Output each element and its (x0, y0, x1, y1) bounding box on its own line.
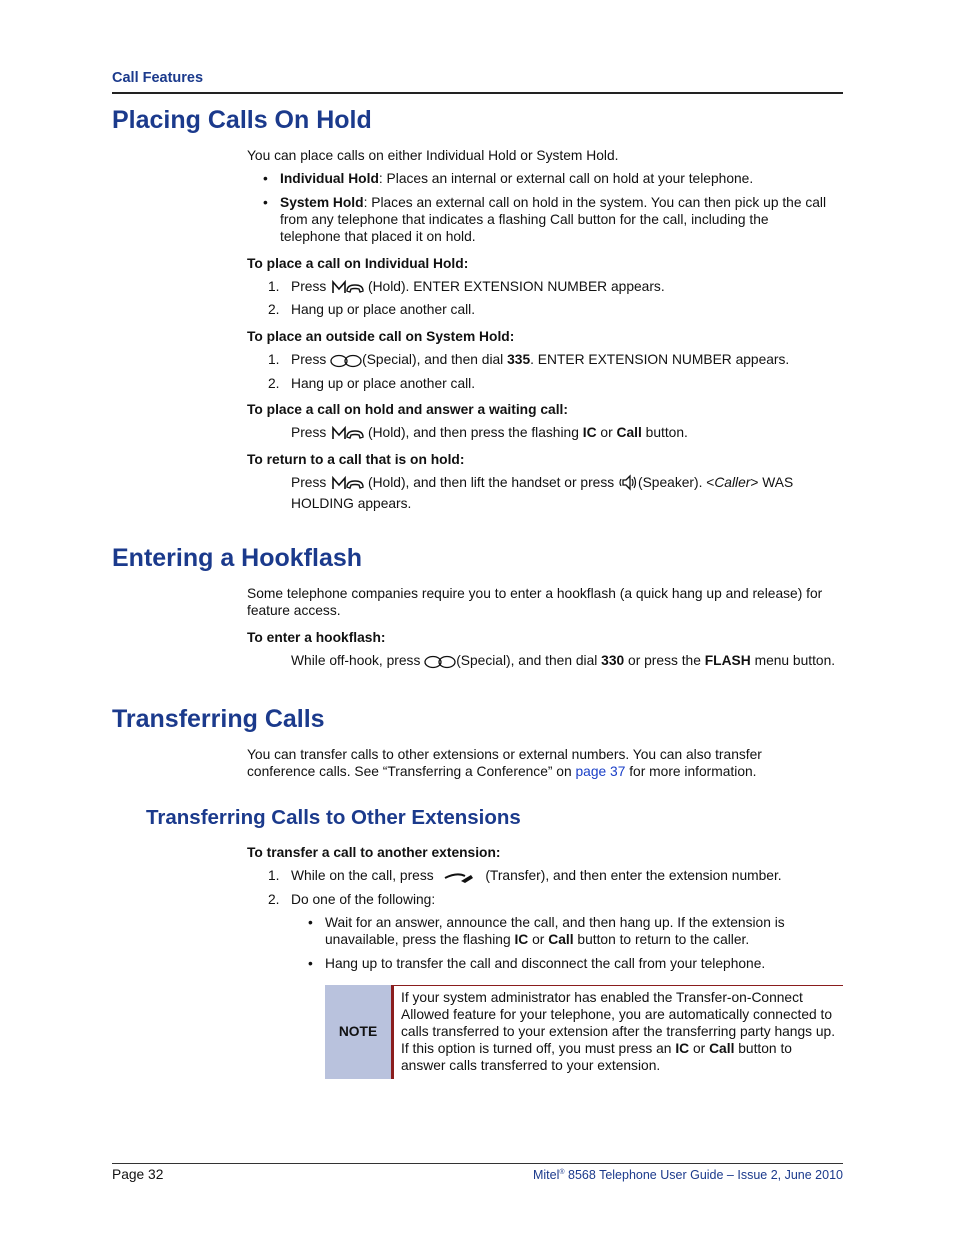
step: 1. Press (Hold). ENTER EXTENSION NUMBER appears. (291, 278, 843, 299)
procedure-heading: To enter a hookflash: (247, 630, 386, 645)
step: 1. While on the call, press (Transfer), and then enter the extension number. (291, 867, 843, 888)
transfer-icon (443, 870, 475, 888)
step: While off-hook, press (Special), and then dial 330 or press the FLASH menu button. (291, 652, 851, 673)
hold-icon (330, 424, 364, 445)
page-link[interactable]: page 37 (575, 764, 626, 779)
note-top-rule (394, 985, 843, 986)
hold-icon (330, 278, 364, 299)
list-item: • Wait for an answer, announce the call, and then hang up. If the extension is unavailable, press the flashing IC or Call button to return to the caller. (308, 915, 785, 947)
procedure-heading: To place a call on Individual Hold: (247, 256, 469, 271)
transfer-title: Transferring Calls (112, 705, 325, 733)
note-box (325, 985, 843, 1079)
step: 1. Press (Special), and then dial 335. ENTER EXTENSION NUMBER appears. (291, 351, 843, 372)
step: 2. Hang up or place another call. (268, 302, 476, 317)
top-rule (112, 92, 843, 94)
step: 2. Do one of the following: (268, 892, 436, 907)
step: Press (Hold), and then lift the handset or press (Speaker). <Caller> WAS HOLDING appears. (291, 475, 794, 511)
note-divider (391, 985, 394, 1079)
step: 2. Hang up or place another call. (268, 376, 476, 391)
note-label: NOTE (325, 985, 391, 1079)
section-label: Call Features (112, 70, 204, 86)
procedure-heading: To place an outside call on System Hold: (247, 329, 515, 344)
step: Press (Hold), and then press the flashing IC or Call button. (291, 424, 843, 445)
footer-title: Mitel® 8568 Telephone User Guide – Issue 2, June 2010 (532, 1168, 843, 1182)
hookflash-intro: Some telephone companies require you to enter a hookflash (a quick hang up and release) for feature access. (247, 586, 823, 618)
note-text: If your system administrator has enabled the Transfer-on-Connect Allowed feature for your telephone, you are automatically connected to calls transferred to your extension after the transferring party hangs up. If this option is turned off, you must press an IC or Call button to answer calls transferred to your extension. (401, 990, 836, 1073)
hookflash-title: Entering a Hookflash (112, 544, 363, 572)
list-item: • Hang up to transfer the call and disconnect the call from your telephone. (308, 956, 766, 971)
special-icon (424, 655, 456, 673)
hold-title: Placing Calls On Hold (112, 106, 372, 134)
hold-icon (330, 474, 364, 495)
list-item: • System Hold: Places an external call on hold in the system. You can then pick up the call from any telephone that indicates a flashing Call button for the call, including the telephone that placed it on hold. (263, 195, 827, 244)
list-item: • Individual Hold: Places an internal or external call on hold at your telephone. (263, 171, 754, 186)
transfer-subtitle: Transferring Calls to Other Extensions (146, 806, 521, 829)
procedure-heading: To place a call on hold and answer a waiting call: (247, 402, 568, 417)
transfer-intro: You can transfer calls to other extensions or external numbers. You can also transfer conference calls. See “Transferring a Conference” on page 37 for more information. (247, 747, 762, 779)
special-icon (330, 354, 362, 372)
speaker-icon (618, 474, 638, 495)
procedure-heading: To transfer a call to another extension: (247, 845, 501, 860)
footer-rule (112, 1163, 843, 1164)
page-number: Page 32 (112, 1167, 164, 1182)
procedure-heading: To return to a call that is on hold: (247, 452, 465, 467)
hold-intro: You can place calls on either Individual Hold or System Hold. (247, 148, 619, 163)
